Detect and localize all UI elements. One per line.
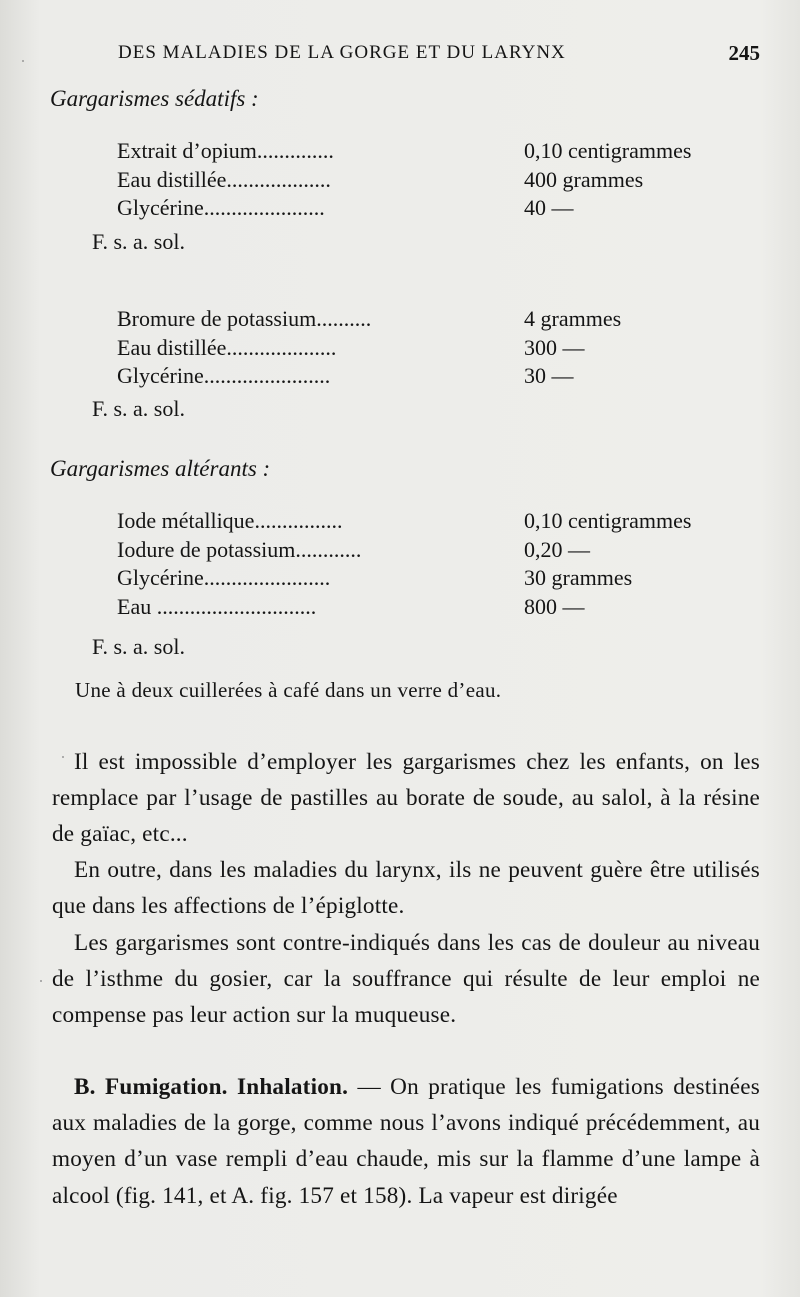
ingredient-name: Glycérine....................... [117,363,331,388]
ingredient-name: Iode métallique................ [117,508,343,533]
paragraph-text: — On pratique les fumigations destinées aux maladies de la gorge, comme nous l’avons indiqué précédemment, au moyen d’un vase rempli d’eau chaude, mis sur la flamme d’une lampe à alcool (fig. 141, et A. fig. 157 et 158). La vapeur est dirigée [52,1074,760,1209]
recipe-1 [117,138,767,224]
ingredient-quantity: 40 — [524,195,574,220]
ingredient-name: Bromure de potassium.......... [117,306,372,331]
running-header [118,42,768,64]
ingredient-quantity: 800 — [524,593,585,619]
ingredient-name: Eau distillée.................... [117,334,337,360]
body-paragraph [52,1069,760,1214]
scan-speck [22,60,24,62]
ingredient-quantity: 300 — [524,334,585,360]
ingredient-name: Glycérine...................... [117,195,325,220]
ingredient-quantity: 0,10 centigrammes [524,138,692,163]
paragraph-text: Il est impossible d’employer les gargarismes chez les enfants, on les remplace par l’usage de pastilles au borate de soude, au salol, à la résine de gaïac, etc... [52,749,760,848]
recipe-line [117,594,767,623]
recipe-line [117,306,767,335]
recipe-line [117,537,767,566]
ingredient-quantity: 0,20 — [524,536,590,562]
paragraph-text: En outre, dans les maladies du larynx, ils ne peuvent guère être utilisés que dans les affections de l’épiglotte. [52,857,760,920]
recipe-line [117,565,767,594]
ingredient-name: Glycérine....................... [117,565,331,590]
recipe-line [117,138,767,167]
body-paragraph [52,852,760,924]
body-paragraph [52,744,760,853]
ingredient-quantity: 0,10 centigrammes [524,508,692,533]
ingredient-quantity: 30 grammes [524,565,633,590]
recipe-line [117,167,767,196]
ingredient-quantity: 4 grammes [524,306,622,331]
section-heading-alterants: Gargarismes altérants : [50,456,271,481]
dosage-note: Une à deux cuillerées à café dans un verre d’eau. [75,678,502,702]
ingredient-name: Eau ............................. [117,593,317,619]
recipe-line [117,508,767,537]
ingredient-name: Eau distillée................... [117,166,331,192]
recipe-closing: F. s. a. sol. [92,229,185,254]
ingredient-quantity: 400 grammes [524,166,644,192]
recipe-3 [117,508,767,622]
section-heading-sedatifs: Gargarismes sédatifs : [50,86,259,111]
recipe-closing: F. s. a. sol. [92,396,185,421]
recipe-closing: F. s. a. sol. [92,634,185,659]
recipe-2 [117,306,767,392]
recipe-line [117,363,767,392]
recipe-line [117,335,767,364]
running-title: DES MALADIES DE LA GORGE ET DU LARYNX [118,42,566,63]
recipe-line [117,195,767,224]
ingredient-quantity: 30 — [524,363,574,388]
ingredient-name: Extrait d’opium.............. [117,138,334,163]
section-lead-bold: B. Fumigation. Inhalation. [74,1074,349,1100]
body-paragraph [52,925,760,1034]
page-number: 245 [728,41,760,65]
paragraph-text: Les gargarismes sont contre-indiqués dans les cas de douleur au niveau de l’isthme du gosier, car la souffrance qui résulte de leur emploi ne compense pas leur action sur la muqueuse. [52,930,760,1029]
ingredient-name: Iodure de potassium............ [117,536,362,562]
scan-speck [40,980,42,982]
scan-speck [62,756,64,758]
